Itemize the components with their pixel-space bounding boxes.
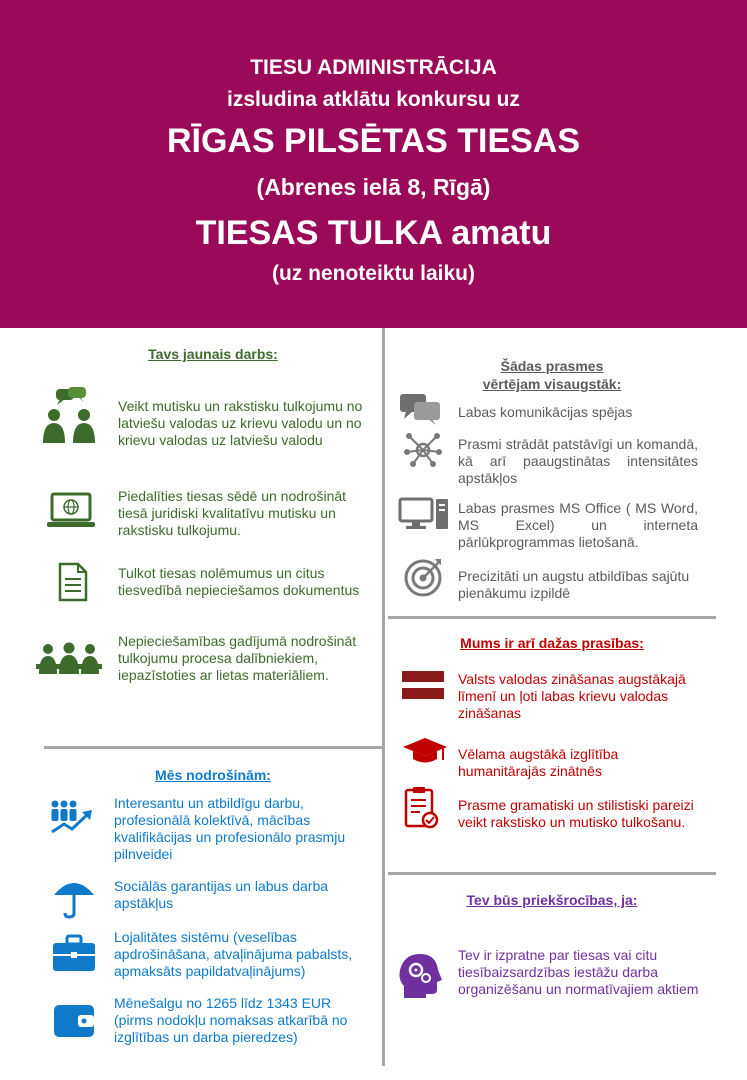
skills-item-4: Precizitāti un augstu atbildības sajūtu pienākumu izpildē <box>458 568 690 601</box>
wallet-icon <box>52 1003 96 1039</box>
growth-team-icon <box>48 798 94 836</box>
new-job-item-2: Piedalīties tiesas sēdē un nodrošināt tiesā juridiski kvalitatīvu mutisku un rakstisku tulkojumu. <box>118 488 347 538</box>
checklist-icon <box>404 786 440 830</box>
we-offer-item-4: Mēnešalgu no 1265 līdz 1343 EUR (pirms nodokļu nomaksas atkarībā no izglītības un darba pieredzes) <box>114 995 348 1045</box>
requirements-item-3: Prasme gramatiski un stilistiski pareizi veikt rakstisko un mutisko tulkošanu. <box>458 797 694 830</box>
new-job-title: Tavs jaunais darbs: <box>148 346 278 362</box>
skills-item-3: Labas prasmes MS Office ( MS Word, MS Excel) un interneta pārlūkprogrammas lietošanā. <box>458 500 698 550</box>
vertical-divider <box>382 328 385 1066</box>
requirements-title: Mums ir arī dažas prasības: <box>460 635 644 651</box>
group-icon <box>36 642 102 678</box>
new-job-item-4: Nepieciešamības gadījumā nodrošināt tulkojumu procesa dalībniekiem, iepazīstoties ar lietas materiāliem. <box>118 633 357 683</box>
header-banner <box>0 0 747 328</box>
advantages-title: Tev būs priekšrocības, ja: <box>466 892 638 908</box>
header-position: TIESAS TULKA amatu <box>195 214 552 252</box>
computer-icon <box>398 497 450 531</box>
skills-item-2: Prasmi strādāt patstāvīgi un komandā, kā arī paaugstinātas intensitātes apstākļos <box>458 436 698 486</box>
people-speech-icon <box>40 385 100 445</box>
right-section-divider-2 <box>388 872 716 875</box>
graduation-cap-icon <box>402 736 448 764</box>
header-organization: TIESU ADMINISTRĀCIJA <box>250 56 497 79</box>
skills-title-line2: vērtējam visaugstāk: <box>482 376 622 392</box>
network-icon <box>403 432 443 468</box>
right-section-divider-1 <box>388 616 716 619</box>
we-offer-item-1: Interesantu un atbildīgu darbu, profesionālā kolektīvā, mācības kvalifikācijas un profesionālo prasmju pilnveidei <box>114 795 346 862</box>
header-term: (uz nenoteiktu laiku) <box>271 262 475 285</box>
advantages-item-1: Tev ir izpratne par tiesas vai citu tiesībaizsardzības iestāžu darba organizēšanu un normatīvajiem aktiem <box>458 947 699 997</box>
header-address: (Abrenes ielā 8, Rīgā) <box>256 174 491 200</box>
skills-title-line1: Šādas prasmes <box>500 358 604 374</box>
we-offer-title: Mēs nodrošinām: <box>155 767 271 783</box>
new-job-item-1: Veikt mutisku un rakstisku tulkojumu no latviešu valodas uz krievu valodu un no krievu valodas uz latviešu valodu <box>118 398 363 448</box>
briefcase-icon <box>52 934 96 972</box>
flag-icon <box>402 671 444 699</box>
header-court-name: RĪGAS PILSĒTAS TIESAS <box>166 122 581 160</box>
we-offer-item-2: Sociālās garantijas un labus darba apstākļus <box>114 878 329 911</box>
head-gears-icon <box>398 952 442 1002</box>
chat-bubbles-icon <box>398 392 442 426</box>
we-offer-item-3: Lojalitātes sistēmu (veselības apdrošināšana, atvaļinājuma pabalsts, apmaksāts papildatvaļinājums) <box>114 929 353 979</box>
target-icon <box>403 557 443 597</box>
header-announcement: izsludina atklātu konkursu uz <box>227 88 520 111</box>
requirements-item-1: Valsts valodas zināšanas augstākajā līmenī un ļoti labas krievu valodas zināšanas <box>458 671 686 721</box>
left-section-divider <box>44 746 382 749</box>
document-icon <box>58 562 88 602</box>
laptop-globe-icon <box>46 492 96 530</box>
requirements-item-2: Vēlama augstākā izglītība humanitārajās zinātnēs <box>458 746 619 779</box>
new-job-item-3: Tulkot tiesas nolēmumus un citus tiesvedībā nepieciešamos dokumentus <box>118 565 360 598</box>
skills-item-1: Labas komunikācijas spējas <box>458 404 633 420</box>
umbrella-icon <box>52 875 96 919</box>
